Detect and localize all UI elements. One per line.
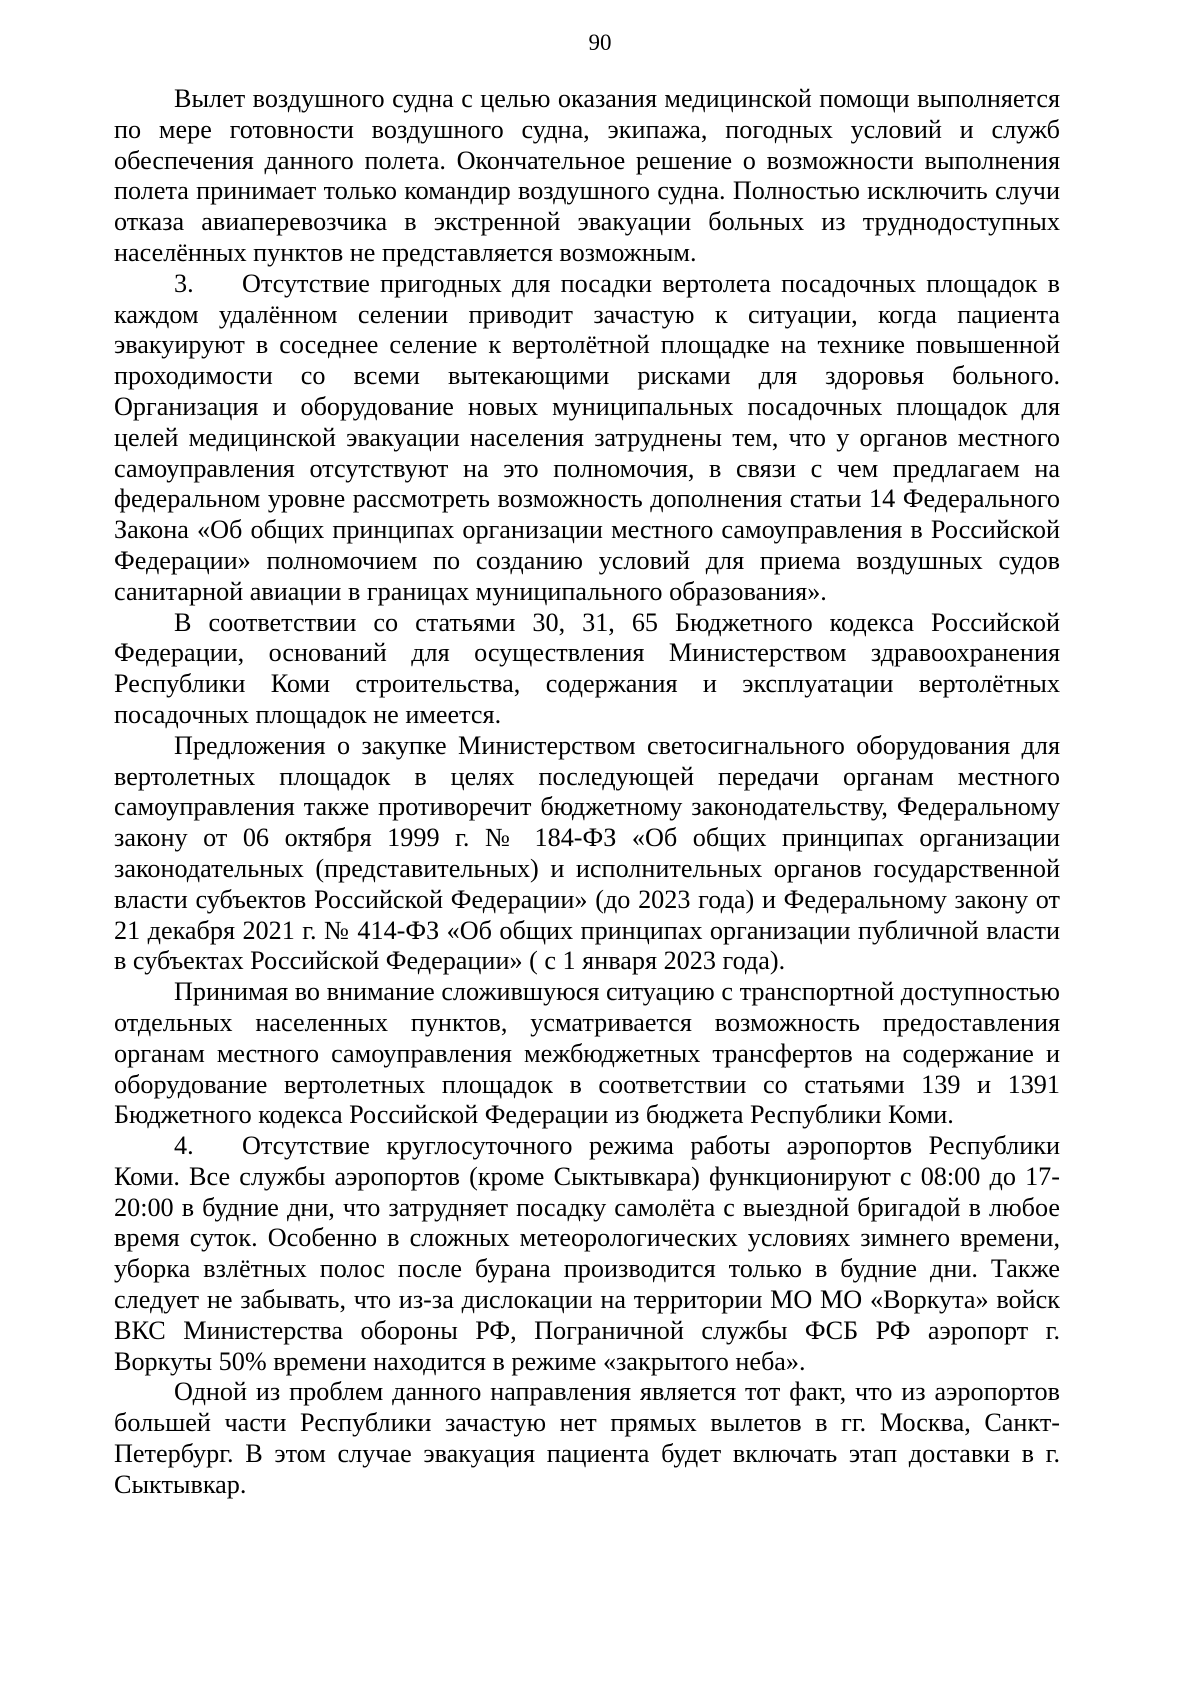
- paragraph-equipment-procurement: Предложения о закупке Министерством светосигнального оборудования для вертолетных площадок в целях последующей передачи органам местного самоуправления также противоречит бюджетному законодательству, Федеральному закону от 06 октября 1999 г. № 184-ФЗ «Об общих принципах организации законодательных (представительных) и исполнительных органов государственной власти субъектов Российской Федерации» (до 2023 года) и Федеральному закону от 21 декабря 2021 г. № 414-ФЗ «Об общих принципах организации публичной власти в субъектах Российской Федерации» ( с 1 января 2023 года).: [114, 730, 1060, 976]
- paragraph-flight-readiness: Вылет воздушного судна с целью оказания медицинской помощи выполняется по мере готовности воздушного судна, экипажа, погодных условий и служб обеспечения данного полета. Окончательное решение о возможности выполнения полета принимает только командир воздушного судна. Полностью исключить случи отказа авиаперевозчика в экстренной эвакуации больных из труднодоступных населённых пунктов не представляется возможным.: [114, 84, 1060, 267]
- list-marker: 3.: [174, 268, 194, 298]
- paragraph-interbudget-transfers: Принимая во внимание сложившуюся ситуацию с транспортной доступностью отдельных населенных пунктов, усматривается возможность предоставления органам местного самоуправления межбюджетных трансфертов на содержание и оборудование вертолетных площадок в соответствии со статьями 139 и 1391 Бюджетного кодекса Российской Федерации из бюджета Республики Коми.: [114, 977, 1060, 1130]
- list-marker: 4.: [174, 1131, 194, 1161]
- paragraph-item-4-airport-hours: 4. Отсутствие круглосуточного режима работы аэропортов Республики Коми. Все службы аэропортов (кроме Сыктывкара) функционируют с 08:00 до 17-20:00 в будние дни, что затрудняет посадку самолёта с выездной бригадой в любое время суток. Особенно в сложных метеорологических условиях зимнего времени, уборка взлётных полос после бурана производится только в будние дни. Также следует не забывать, что из-за дислокации на территории МО МО «Воркута» войск ВКС Министерства обороны РФ, Пограничной службы ФСБ РФ аэропорт г. Воркуты 50% времени находится в режиме «закрытого неба».: [114, 1131, 1060, 1376]
- paragraph-direct-flights: Одной из проблем данного направления является тот факт, что из аэропортов большей части Республики зачастую нет прямых вылетов в гг. Москва, Санкт-Петербург. В этом случае эвакуация пациента будет включать этап доставки в г. Сыктывкар.: [114, 1377, 1060, 1499]
- document-body: [114, 84, 1060, 1501]
- paragraph-item-3-landing-sites: 3. Отсутствие пригодных для посадки вертолета посадочных площадок в каждом удалённом селении приводит зачастую к ситуации, когда пациента эвакуируют в соседнее селение к вертолётной площадке на технике повышенной проходимости со всеми вытекающими рисками для здоровья больного. Организация и оборудование новых муниципальных посадочных площадок для целей медицинской эвакуации населения затруднены тем, что у органов местного самоуправления отсутствуют на это полномочия, в связи с чем предлагаем на федеральном уровне рассмотреть возможность дополнения статьи 14 Федерального Закона «Об общих принципах организации местного самоуправления в Российской Федерации» полномочием по созданию условий для приема воздушных судов санитарной авиации в границах муниципального образования».: [114, 268, 1060, 606]
- paragraph-budget-code: В соответствии со статьями 30, 31, 65 Бюджетного кодекса Российской Федерации, оснований для осуществления Министерством здравоохранения Республики Коми строительства, содержания и эксплуатации вертолётных посадочных площадок не имеется.: [114, 607, 1060, 729]
- page-number: 90: [588, 30, 612, 55]
